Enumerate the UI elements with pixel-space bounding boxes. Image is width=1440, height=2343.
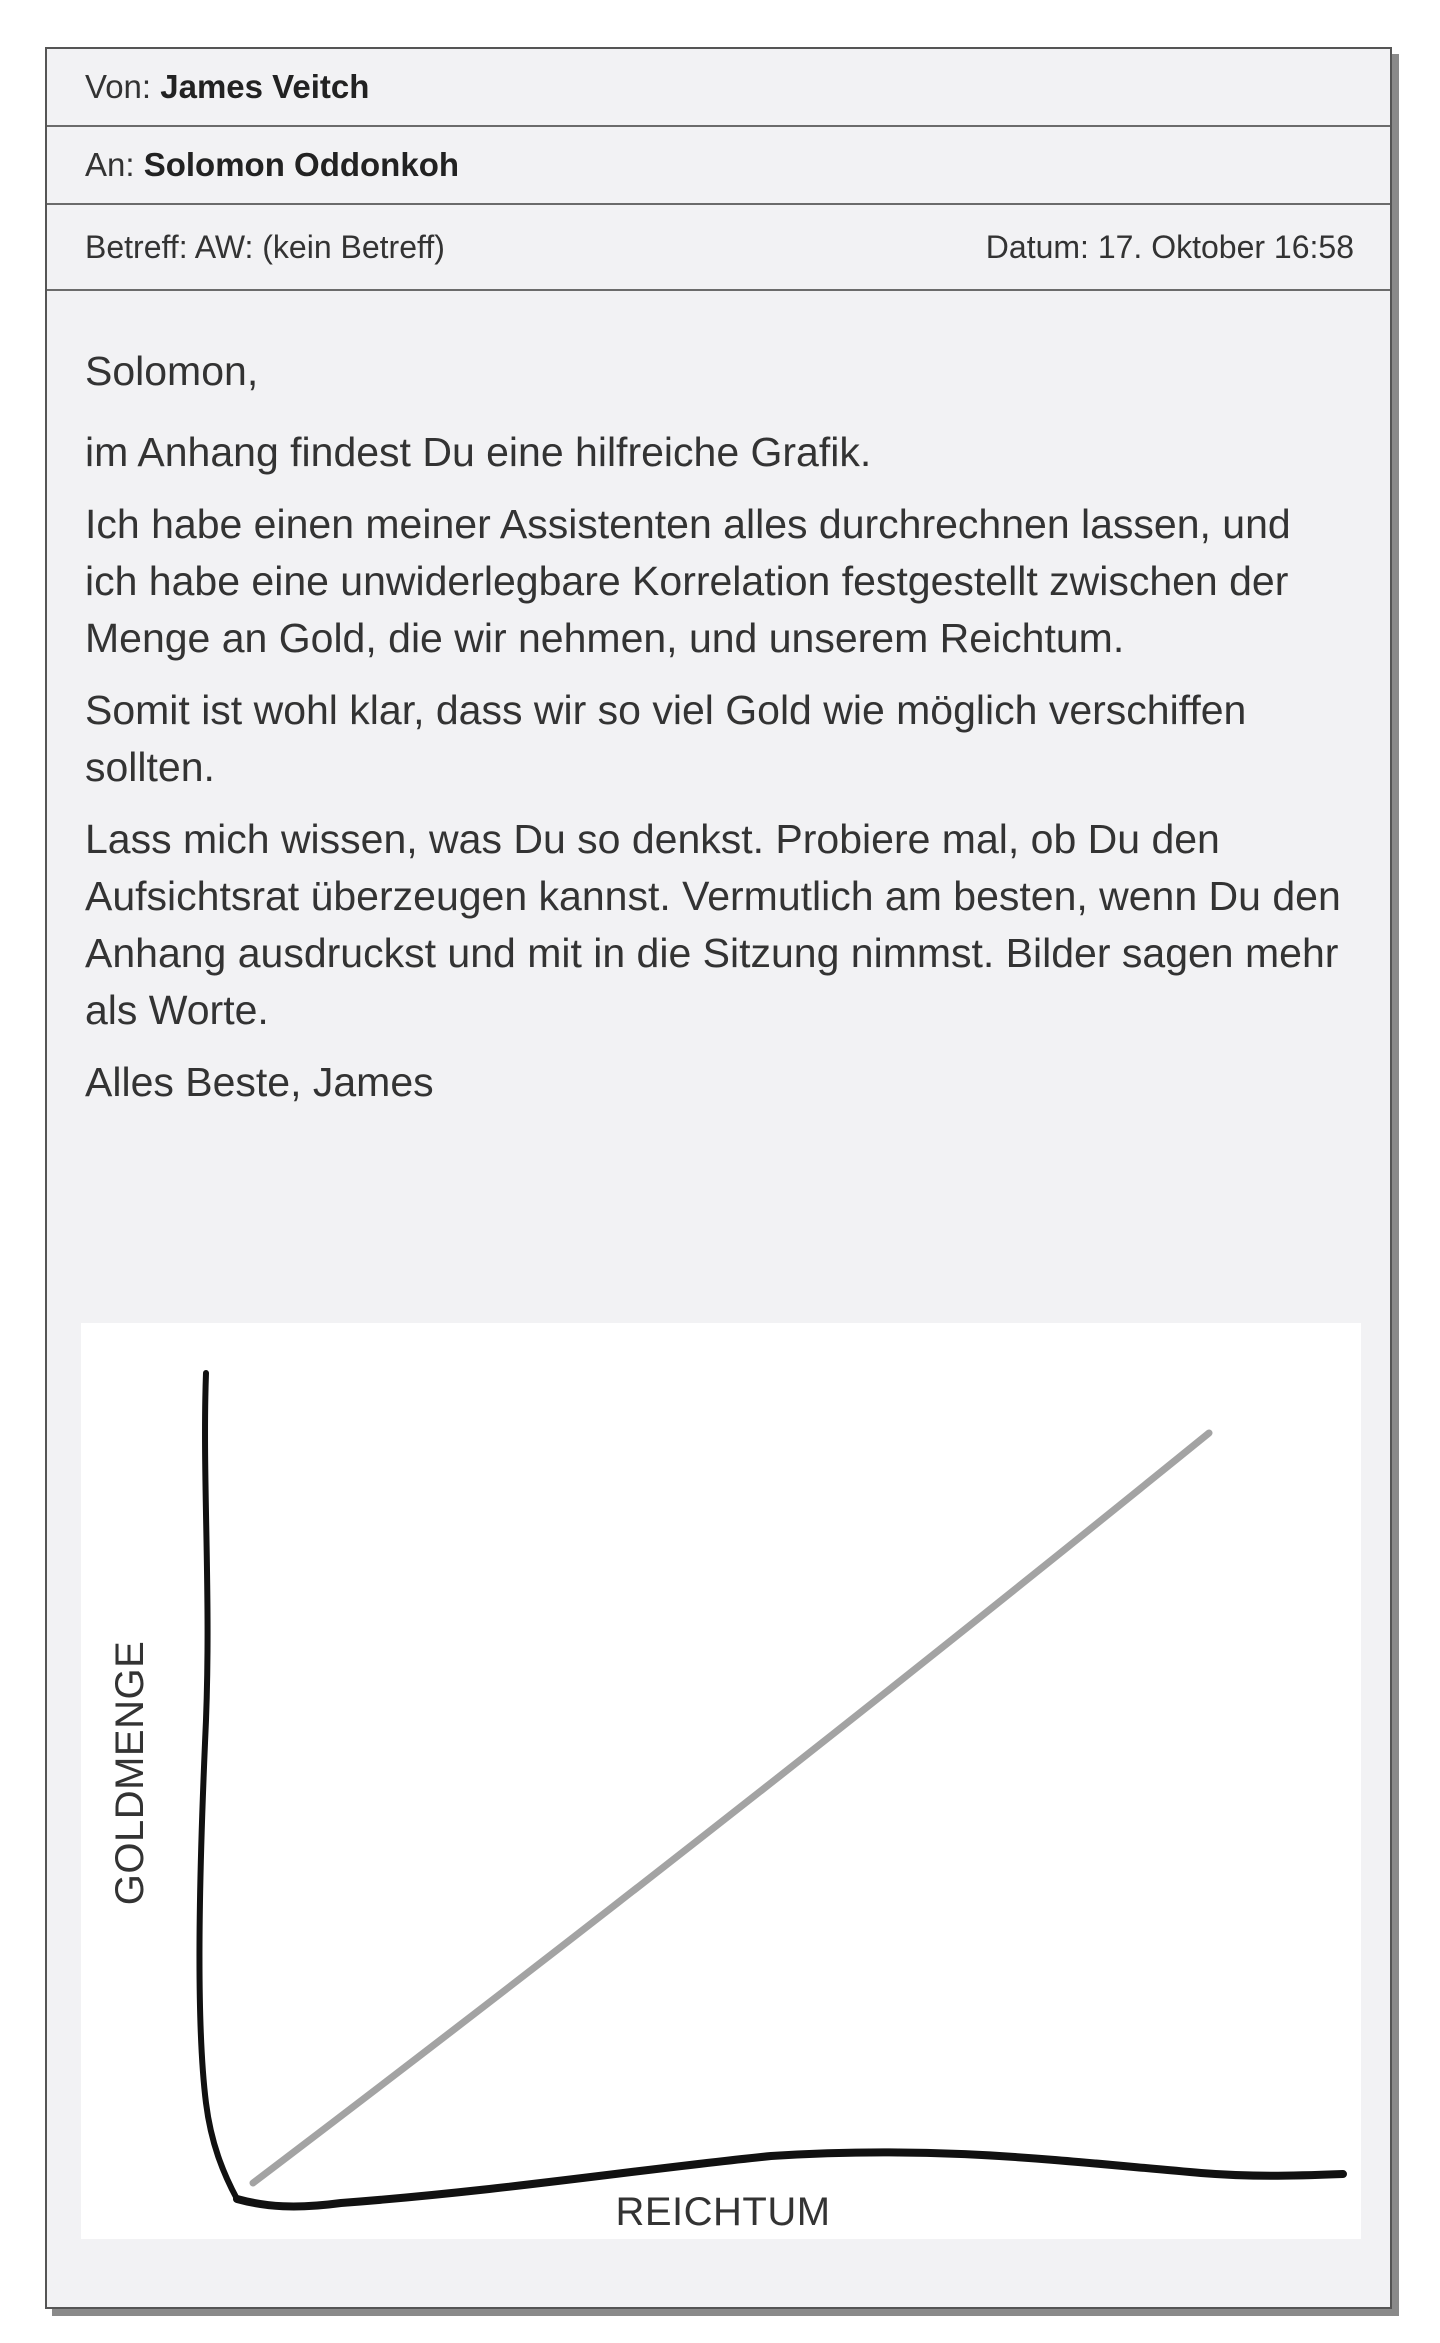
y-axis [199,1373,237,2199]
date-text: Datum: 17. Oktober 16:58 [985,228,1354,265]
from-name[interactable]: James Veitch [160,68,370,105]
series-layer [253,1433,1209,2183]
x-axis-label: REICHTUM [615,2190,831,2234]
to-name[interactable]: Solomon Oddonkoh [143,146,460,183]
subject-row [47,205,1390,291]
from-label: Von: [85,68,152,105]
attached-chart [81,1323,1361,2239]
body-paragraph: Ich habe einen meiner Assistenten alles durchrechnen lassen, und ich habe eine unwiderlegbare Korrelation festgestellt zwischen der Menge an Gold, die wir nehmen, und unserem Reichtum. [85,501,1291,661]
body-paragraph: Somit ist wohl klar, dass wir so viel Gold wie möglich verschiffen sollten. [85,687,1247,790]
to-label: An: [85,146,135,183]
body-paragraph: Lass mich wissen, was Du so denkst. Probiere mal, ob Du den Aufsichtsrat überzeugen kannst. Vermutlich am besten, wenn Du den Anhang ausdruckst und mit in die Sitzung nimmst. Bilder sagen mehr als Worte. [85,816,1341,1033]
y-axis-label: GOLDMENGE [108,1640,152,1906]
signoff: Alles Beste, James [85,1059,434,1105]
series-line-0 [253,1433,1209,2183]
email-window [45,47,1392,2309]
to-row [47,127,1390,205]
chart-svg [81,1323,1361,2239]
body-paragraph: im Anhang findest Du eine hilfreiche Grafik. [85,429,872,475]
greeting: Solomon, [85,348,259,394]
from-row [47,49,1390,127]
email-body [47,291,1390,1111]
subject-text: Betreff: AW: (kein Betreff) [85,228,445,265]
